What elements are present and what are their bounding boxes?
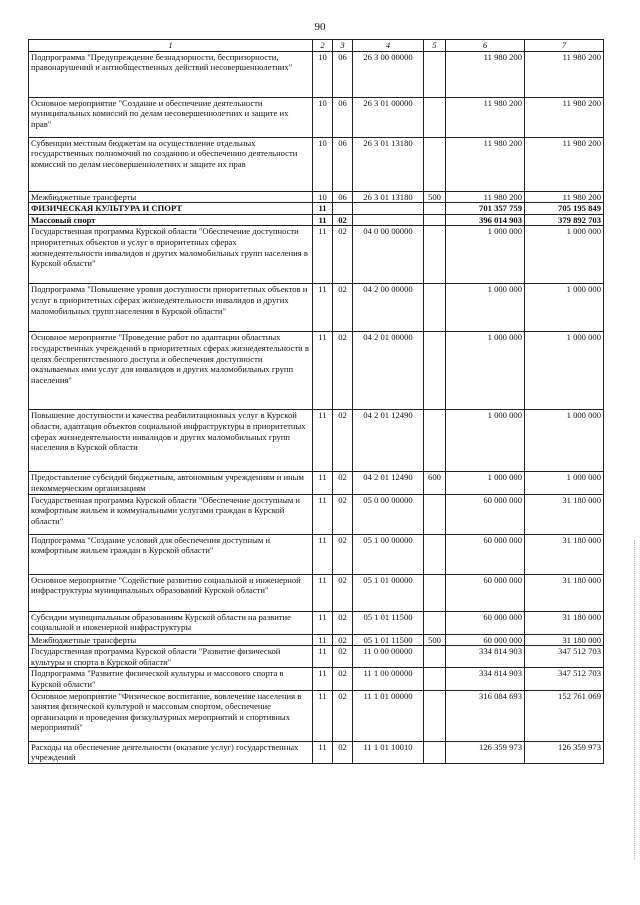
row-amount-year1-cell: 60 000 000 (446, 574, 525, 611)
row-subsection-cell: 02 (333, 494, 353, 534)
row-expense-type-cell (424, 690, 446, 741)
row-expense-type-cell (424, 214, 446, 226)
row-target-code-cell: 11 1 01 00000 (353, 690, 424, 741)
row-subsection-cell: 06 (333, 97, 353, 137)
row-target-code-cell: 04 2 01 12490 (353, 410, 424, 472)
row-section-cell: 10 (313, 191, 333, 203)
row-target-code-cell: 11 1 00 00000 (353, 668, 424, 690)
row-name-cell: Основное мероприятие "Содействие развитию социальной и инженерной инфраструктуры муниципальных образований Курской области" (29, 574, 313, 611)
row-name-cell: Субсидии муниципальным образованиям Курской области на развитие социальной и инженерной инфраструктуры (29, 611, 313, 634)
row-subsection-cell: 06 (333, 137, 353, 191)
row-subsection-cell (333, 203, 353, 215)
row-amount-year1-cell: 60 000 000 (446, 534, 525, 574)
row-name-cell: Расходы на обеспечение деятельности (оказание услуг) государственных учреждений (29, 741, 313, 763)
row-section-cell: 11 (313, 646, 333, 668)
row-expense-type-cell: 500 (424, 634, 446, 646)
row-name-cell: Массовый спорт (29, 214, 313, 226)
row-section-cell: 10 (313, 51, 333, 97)
row-section-cell: 11 (313, 203, 333, 215)
table-row (29, 741, 604, 763)
table-row (29, 668, 604, 690)
row-amount-year2-cell: 1 000 000 (525, 332, 604, 410)
row-target-code-cell: 05 1 01 11500 (353, 611, 424, 634)
row-subsection-cell: 02 (333, 741, 353, 763)
row-amount-year1-cell: 334 814 903 (446, 646, 525, 668)
table-row (29, 472, 604, 494)
row-subsection-cell: 06 (333, 51, 353, 97)
row-section-cell: 11 (313, 634, 333, 646)
row-amount-year2-cell: 31 180 000 (525, 574, 604, 611)
table-row (29, 574, 604, 611)
table-row (29, 494, 604, 534)
table-row (29, 332, 604, 410)
row-amount-year2-cell: 347 512 703 (525, 646, 604, 668)
row-amount-year2-cell: 152 761 069 (525, 690, 604, 741)
row-amount-year1-cell: 1 000 000 (446, 332, 525, 410)
row-name-cell: Государственная программа Курской области "Обеспечение доступным и комфортным жильем и коммунальными услугами граждан в Курской области" (29, 494, 313, 534)
row-section-cell: 11 (313, 611, 333, 634)
row-section-cell: 11 (313, 410, 333, 472)
row-expense-type-cell (424, 668, 446, 690)
row-subsection-cell: 02 (333, 226, 353, 284)
row-name-cell: Подпрограмма "Создание условий для обеспечения доступным и комфортным жильем граждан в Курской области" (29, 534, 313, 574)
row-section-cell: 11 (313, 284, 333, 332)
row-name-cell: Основное мероприятие "Создание и обеспечение деятельности муниципальных комиссий по делам несовершеннолетних и защите их прав" (29, 97, 313, 137)
row-target-code-cell: 26 3 00 00000 (353, 51, 424, 97)
row-amount-year2-cell: 347 512 703 (525, 668, 604, 690)
row-amount-year1-cell: 60 000 000 (446, 611, 525, 634)
row-amount-year1-cell: 1 000 000 (446, 226, 525, 284)
row-section-cell: 11 (313, 534, 333, 574)
row-target-code-cell: 05 1 01 11500 (353, 634, 424, 646)
table-row (29, 137, 604, 191)
row-amount-year1-cell: 701 357 759 (446, 203, 525, 215)
row-subsection-cell: 02 (333, 690, 353, 741)
row-amount-year2-cell: 1 000 000 (525, 284, 604, 332)
row-amount-year2-cell: 1 000 000 (525, 410, 604, 472)
table-row (29, 203, 604, 215)
row-subsection-cell: 02 (333, 534, 353, 574)
header-col-6: 6 (446, 40, 525, 52)
row-section-cell: 11 (313, 332, 333, 410)
table-body (29, 51, 604, 763)
row-target-code-cell: 26 3 01 13180 (353, 137, 424, 191)
table-row (29, 646, 604, 668)
row-name-cell: Государственная программа Курской области "Развитие физической культуры и спорта в Курской области" (29, 646, 313, 668)
row-target-code-cell: 26 3 01 13180 (353, 191, 424, 203)
row-name-cell: Повышение доступности и качества реабилитационных услуг в Курской области, адаптация объектов социальной инфраструктуры в приоритетных сферах жизнедеятельности инвалидов и других маломобильных групп населения в Курской области (29, 410, 313, 472)
table-row (29, 191, 604, 203)
row-amount-year1-cell: 396 014 903 (446, 214, 525, 226)
table-row (29, 634, 604, 646)
row-section-cell: 10 (313, 137, 333, 191)
row-amount-year2-cell: 705 195 849 (525, 203, 604, 215)
row-name-cell: Основное мероприятие "Физическое воспитание, вовлечение населения в занятия физической культурой и массовым спортом, обеспечение организации и проведения физкультурных мероприятий и спортивных мероприятий" (29, 690, 313, 741)
row-expense-type-cell (424, 646, 446, 668)
row-name-cell: ФИЗИЧЕСКАЯ КУЛЬТУРА И СПОРТ (29, 203, 313, 215)
row-expense-type-cell (424, 574, 446, 611)
header-col-2: 2 (313, 40, 333, 52)
row-amount-year2-cell: 31 180 000 (525, 534, 604, 574)
row-amount-year1-cell: 60 000 000 (446, 634, 525, 646)
row-amount-year1-cell: 334 814 903 (446, 668, 525, 690)
row-amount-year1-cell: 11 980 200 (446, 191, 525, 203)
row-amount-year2-cell: 11 980 200 (525, 191, 604, 203)
row-amount-year2-cell: 1 000 000 (525, 226, 604, 284)
row-subsection-cell: 02 (333, 284, 353, 332)
row-expense-type-cell: 600 (424, 472, 446, 494)
row-target-code-cell: 11 0 00 00000 (353, 646, 424, 668)
row-target-code-cell: 26 3 01 00000 (353, 97, 424, 137)
row-subsection-cell: 02 (333, 574, 353, 611)
row-name-cell: Подпрограмма "Предупреждение безнадзорности, беспризорности, правонарушений и антиобщественных действий несовершеннолетних" (29, 51, 313, 97)
row-subsection-cell: 02 (333, 214, 353, 226)
row-subsection-cell: 02 (333, 646, 353, 668)
row-amount-year2-cell: 31 180 000 (525, 494, 604, 534)
row-amount-year1-cell: 1 000 000 (446, 472, 525, 494)
row-amount-year1-cell: 1 000 000 (446, 284, 525, 332)
row-subsection-cell: 06 (333, 191, 353, 203)
row-subsection-cell: 02 (333, 634, 353, 646)
row-target-code-cell: 05 0 00 00000 (353, 494, 424, 534)
row-name-cell: Предоставление субсидий бюджетным, автономным учреждениям и иным некоммерческим организациям (29, 472, 313, 494)
row-target-code-cell: 04 2 01 00000 (353, 332, 424, 410)
header-col-3: 3 (333, 40, 353, 52)
row-subsection-cell: 02 (333, 668, 353, 690)
row-section-cell: 11 (313, 668, 333, 690)
row-expense-type-cell (424, 534, 446, 574)
row-target-code-cell: 04 2 00 00000 (353, 284, 424, 332)
row-expense-type-cell (424, 611, 446, 634)
row-target-code-cell: 05 1 00 00000 (353, 534, 424, 574)
table-row (29, 410, 604, 472)
row-target-code-cell: 11 1 01 10010 (353, 741, 424, 763)
row-target-code-cell (353, 214, 424, 226)
row-target-code-cell: 05 1 01 00000 (353, 574, 424, 611)
row-name-cell: Межбюджетные трансферты (29, 191, 313, 203)
header-col-4: 4 (353, 40, 424, 52)
row-amount-year2-cell: 31 180 000 (525, 611, 604, 634)
row-amount-year2-cell: 11 980 200 (525, 97, 604, 137)
row-expense-type-cell (424, 51, 446, 97)
row-expense-type-cell (424, 741, 446, 763)
row-section-cell: 10 (313, 97, 333, 137)
row-section-cell: 11 (313, 472, 333, 494)
row-amount-year1-cell: 1 000 000 (446, 410, 525, 472)
row-amount-year2-cell: 11 980 200 (525, 51, 604, 97)
row-expense-type-cell (424, 494, 446, 534)
row-amount-year1-cell: 126 359 973 (446, 741, 525, 763)
header-col-5: 5 (424, 40, 446, 52)
table-header-row (29, 40, 604, 52)
row-amount-year2-cell: 126 359 973 (525, 741, 604, 763)
row-section-cell: 11 (313, 690, 333, 741)
row-name-cell: Субвенции местным бюджетам на осуществление отдельных государственных полномочий по созданию и обеспечению деятельности комиссий по делам несовершеннолетних и защите их прав (29, 137, 313, 191)
row-name-cell: Основное мероприятие "Проведение работ по адаптации областных государственных учреждений в приоритетных сферах жизнедеятельности в целях беспрепятственного доступа и обеспечения доступности оказываемых ими услуг для инвалидов и других маломобильных групп населения" (29, 332, 313, 410)
row-amount-year1-cell: 60 000 000 (446, 494, 525, 534)
row-name-cell: Подпрограмма "Повышение уровня доступности приоритетных объектов и услуг в приоритетных сферах жизнедеятельности инвалидов и других маломобильных групп населения в Курской области" (29, 284, 313, 332)
row-name-cell: Государственная программа Курской области "Обеспечение доступности приоритетных объектов и услуг в приоритетных сферах жизнедеятельности инвалидов и других маломобильных групп населения в Курской области" (29, 226, 313, 284)
table-row (29, 690, 604, 741)
row-section-cell: 11 (313, 741, 333, 763)
row-amount-year1-cell: 316 084 693 (446, 690, 525, 741)
row-section-cell: 11 (313, 226, 333, 284)
row-expense-type-cell (424, 97, 446, 137)
row-expense-type-cell (424, 137, 446, 191)
header-col-1: 1 (29, 40, 313, 52)
row-target-code-cell: 04 2 01 12490 (353, 472, 424, 494)
row-target-code-cell: 04 0 00 00000 (353, 226, 424, 284)
row-section-cell: 11 (313, 494, 333, 534)
row-name-cell: Межбюджетные трансферты (29, 634, 313, 646)
row-name-cell: Подпрограмма "Развитие физической культуры и массового спорта в Курской области" (29, 668, 313, 690)
row-amount-year1-cell: 11 980 200 (446, 97, 525, 137)
row-amount-year1-cell: 11 980 200 (446, 137, 525, 191)
row-amount-year2-cell: 11 980 200 (525, 137, 604, 191)
row-amount-year1-cell: 11 980 200 (446, 51, 525, 97)
row-expense-type-cell: 500 (424, 191, 446, 203)
table-row (29, 534, 604, 574)
row-expense-type-cell (424, 226, 446, 284)
row-subsection-cell: 02 (333, 332, 353, 410)
row-subsection-cell: 02 (333, 472, 353, 494)
row-amount-year2-cell: 31 180 000 (525, 634, 604, 646)
row-expense-type-cell (424, 332, 446, 410)
row-subsection-cell: 02 (333, 611, 353, 634)
row-expense-type-cell (424, 203, 446, 215)
row-expense-type-cell (424, 410, 446, 472)
row-section-cell: 11 (313, 214, 333, 226)
table-row (29, 226, 604, 284)
row-expense-type-cell (424, 284, 446, 332)
table-row (29, 611, 604, 634)
table-row (29, 284, 604, 332)
row-target-code-cell (353, 203, 424, 215)
budget-table (28, 39, 604, 764)
row-amount-year2-cell: 1 000 000 (525, 472, 604, 494)
table-row (29, 51, 604, 97)
table-row (29, 97, 604, 137)
scan-edge-marks (634, 540, 638, 860)
row-subsection-cell: 02 (333, 410, 353, 472)
row-section-cell: 11 (313, 574, 333, 611)
header-col-7: 7 (525, 40, 604, 52)
page-number: 90 (314, 21, 326, 33)
table-row (29, 214, 604, 226)
row-amount-year2-cell: 379 892 703 (525, 214, 604, 226)
